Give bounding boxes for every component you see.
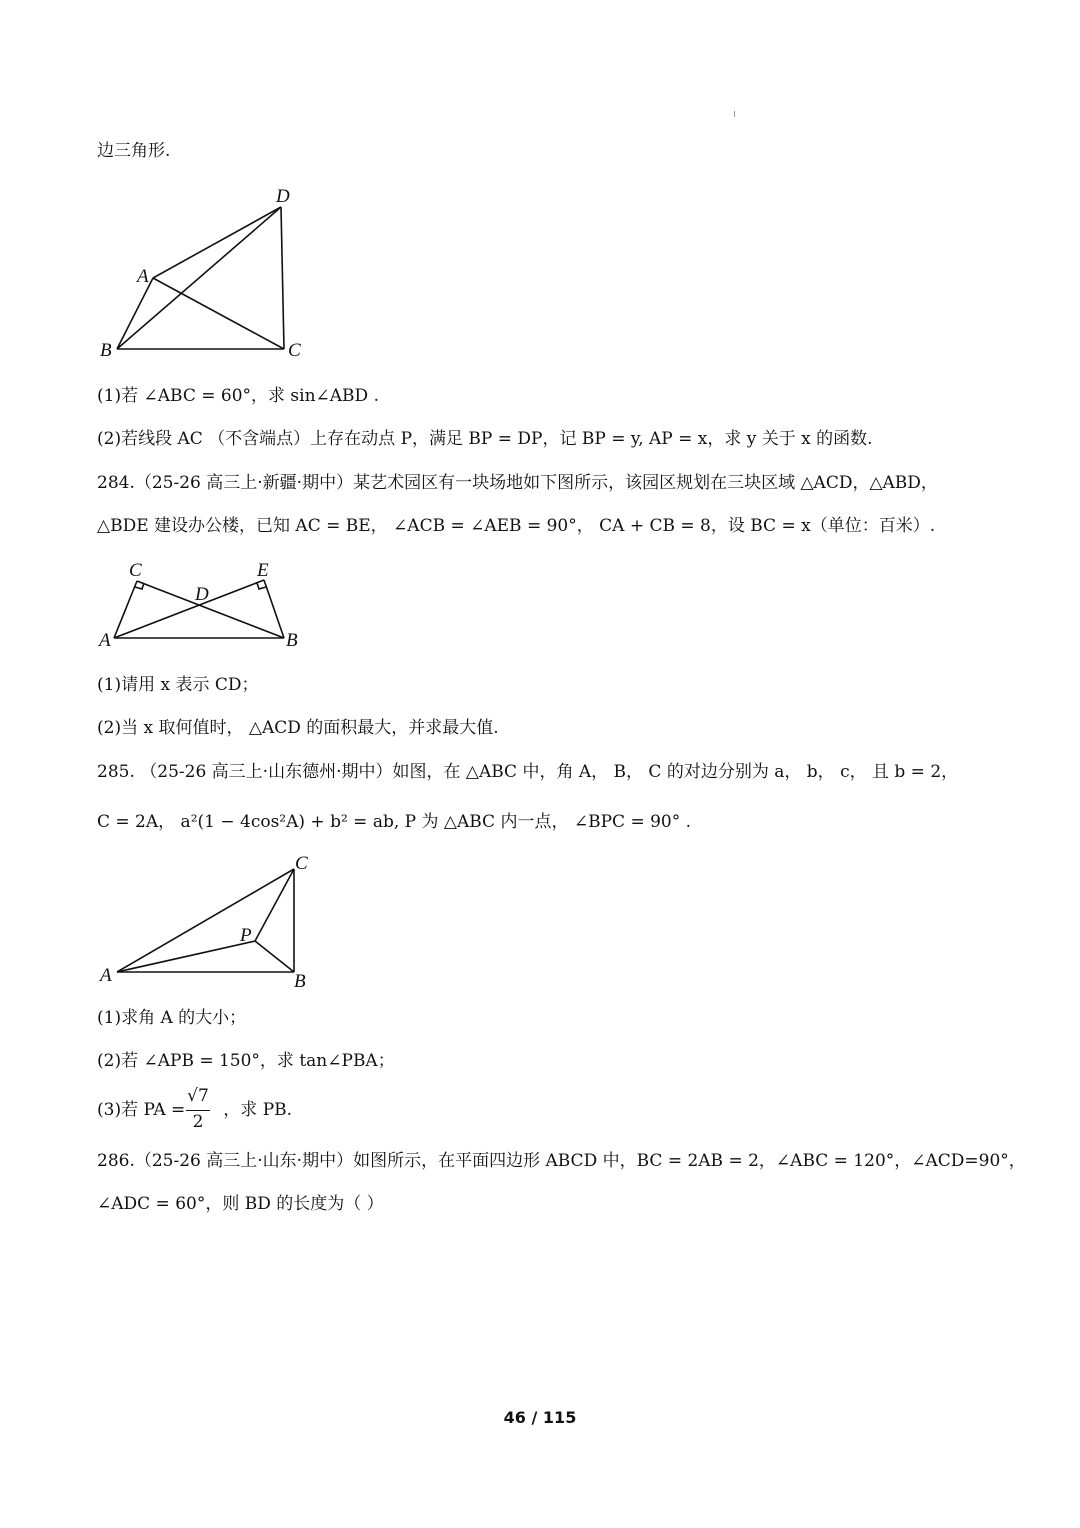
label-b: B (100, 340, 112, 361)
part3-prefix: (3)若 PA = (97, 1100, 186, 1120)
q284-line1: 284.（25-26 高三上·新疆·期中）某艺术园区有一块场地如下图所示，该园区规划在三块区域 △ACD，△ABD， (97, 473, 938, 493)
label-d: D (195, 584, 209, 605)
edge-ac (117, 869, 294, 972)
q286-line2: ∠ADC = 60°，则 BD 的长度为（ ） (97, 1194, 384, 1214)
fraction-bar (186, 1110, 210, 1111)
page-number: 46 / 115 (503, 1408, 577, 1427)
q284-part2: (2)当 x 取何值时， △ACD 的面积最大，并求最大值. (97, 718, 499, 738)
edge-ad (153, 207, 281, 278)
q285-part2: (2)若 ∠APB = 150°，求 tan∠PBA； (97, 1051, 395, 1071)
label-c: C (129, 560, 142, 581)
label-a: A (100, 965, 112, 986)
edge-cb (137, 581, 284, 638)
edge-ab (117, 278, 153, 349)
label-a: A (137, 266, 149, 287)
edge-ac (114, 581, 137, 638)
intro-text: 边三角形. (97, 141, 171, 161)
figure-triangle-abc-point-p (95, 850, 325, 995)
q283-part1: (1)若 ∠ABC = 60°，求 sin∠ABD . (97, 386, 379, 406)
q285-line1: 285. （25-26 高三上·山东德州·期中）如图，在 △ABC 中，角 A， B， C 的对边分别为 a， b， c， 且 b = 2， (97, 762, 959, 782)
diagonal-ac (153, 278, 284, 349)
fraction-sqrt7-over-2 (184, 1086, 212, 1138)
label-b: B (294, 971, 306, 992)
fraction-numerator: √7 (187, 1086, 209, 1106)
figure-quadrilateral-abcd (90, 180, 320, 365)
label-p: P (240, 925, 252, 946)
label-c: C (288, 340, 301, 361)
figure-two-right-triangles (95, 558, 325, 658)
segment-pb (255, 941, 294, 972)
q285-part1: (1)求角 A 的大小； (97, 1008, 247, 1028)
label-d: D (276, 186, 290, 207)
q284-line2: △BDE 建设办公楼，已知 AC = BE， ∠ACB = ∠AEB = 90°， CA + CB = 8，设 BC = x（单位：百米）. (97, 516, 936, 536)
q284-part1: (1)请用 x 表示 CD； (97, 675, 259, 695)
segment-pa (117, 941, 255, 972)
fraction-denominator: 2 (192, 1112, 204, 1132)
q283-part2: (2)若线段 AC （不含端点）上存在动点 P，满足 BP = DP，记 BP = y, AP = x，求 y 关于 x 的函数. (97, 429, 873, 449)
label-e: E (257, 560, 269, 581)
scan-mark (734, 111, 735, 117)
edge-eb (264, 580, 284, 638)
part3-suffix: ，求 PB. (223, 1100, 293, 1120)
edge-ae (114, 580, 264, 638)
label-c: C (295, 853, 308, 874)
label-a: A (99, 630, 111, 651)
label-b: B (286, 630, 298, 651)
edge-cd (281, 207, 284, 349)
q285-line2: C = 2A， a²(1 − 4cos²A) + b² = ab, P 为 △ABC 内一点， ∠BPC = 90° . (97, 812, 692, 832)
q286-line1: 286.（25-26 高三上·山东·期中）如图所示，在平面四边形 ABCD 中，BC = 2AB = 2，∠ABC = 120°，∠ACD=90°， (97, 1151, 1026, 1171)
q285-part3 (97, 1098, 1020, 1122)
